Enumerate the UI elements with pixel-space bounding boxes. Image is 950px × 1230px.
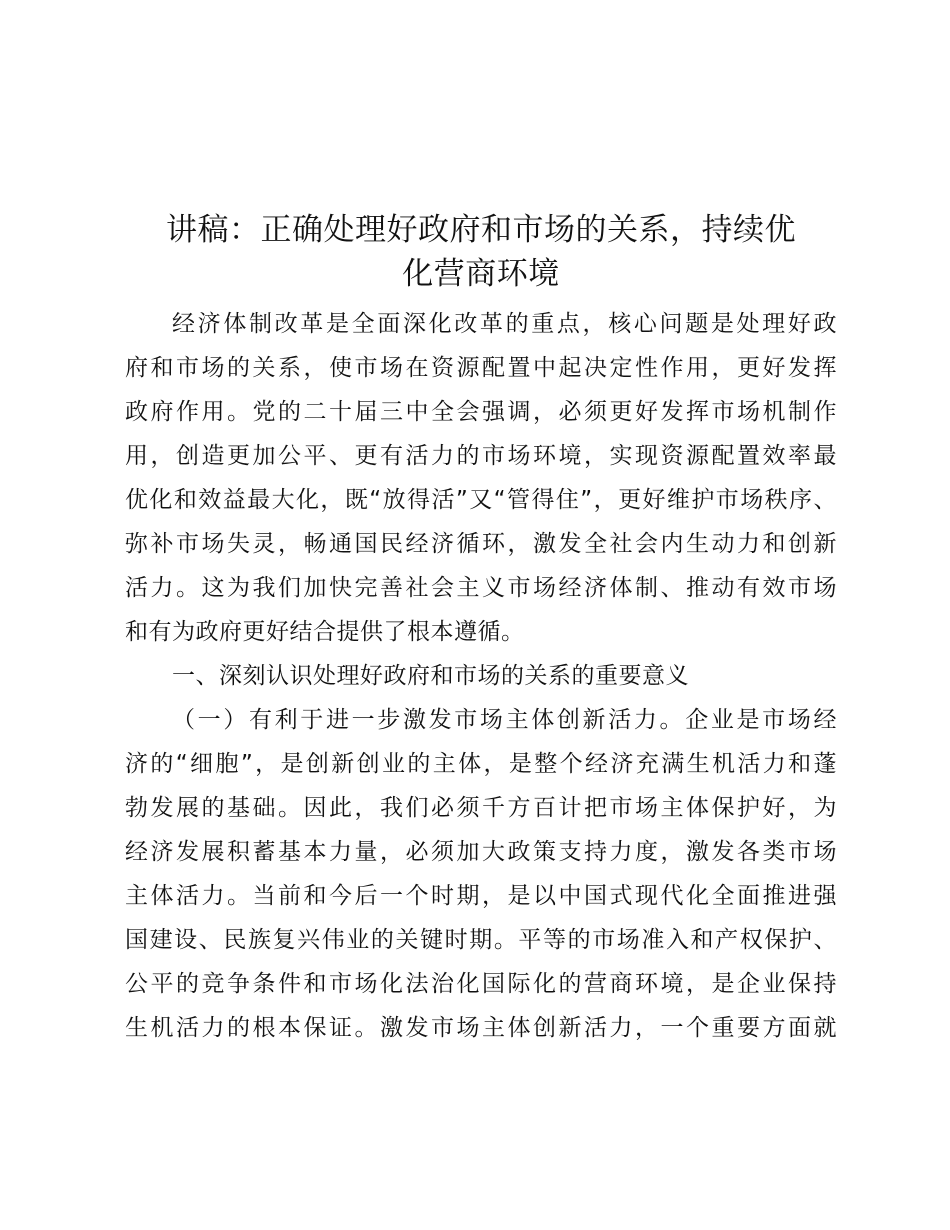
paragraph-line: （一）有利于进一步激发市场主体创新活力。企业是市场经 xyxy=(172,707,837,733)
paragraph-line: 府和市场的关系，使市场在资源配置中起决定性作用，更好发挥 xyxy=(125,355,837,381)
paragraph-line: 主体活力。当前和今后一个时期，是以中国式现代化全面推进强 xyxy=(125,883,837,909)
title-line: 讲稿：正确处理好政府和市场的关系，持续优 xyxy=(166,212,796,248)
paragraph-line: 用，创造更加公平、更有活力的市场环境，实现资源配置效率最 xyxy=(125,443,837,469)
document-title xyxy=(125,208,837,296)
paragraph-line: 国建设、民族复兴伟业的关键时期。平等的市场准入和产权保护、 xyxy=(125,927,837,953)
paragraph-line: 公平的竞争条件和市场化法治化国际化的营商环境，是企业保持 xyxy=(125,971,837,997)
title-line: 化营商环境 xyxy=(402,256,560,292)
paragraph-line: 经济体制改革是全面深化改革的重点，核心问题是处理好政 xyxy=(172,311,837,337)
paragraph-line: 政府作用。党的二十届三中全会强调，必须更好发挥市场机制作 xyxy=(125,399,837,425)
paragraph-line: 优化和效益最大化，既“放得活”又“管得住”，更好维护市场秩序、 xyxy=(125,487,837,513)
paragraph-line: 济的“细胞”，是创新创业的主体，是整个经济充满生机活力和蓬 xyxy=(125,751,837,777)
paragraph-line: 弥补市场失灵，畅通国民经济循环，激发全社会内生动力和创新 xyxy=(125,531,837,557)
document-body xyxy=(125,302,837,1050)
paragraph-line: 和有为政府更好结合提供了根本遵循。 xyxy=(125,619,525,645)
paragraph-line: 生机活力的根本保证。激发市场主体创新活力，一个重要方面就 xyxy=(125,1015,837,1041)
paragraph-line: 勃发展的基础。因此，我们必须千方百计把市场主体保护好，为 xyxy=(125,795,837,821)
section-heading: 一、深刻认识处理好政府和市场的关系的重要意义 xyxy=(172,663,689,689)
paragraph-line: 活力。这为我们加快完善社会主义市场经济体制、推动有效市场 xyxy=(125,575,837,601)
paragraph-line: 经济发展积蓄基本力量，必须加大政策支持力度，激发各类市场 xyxy=(125,839,837,865)
